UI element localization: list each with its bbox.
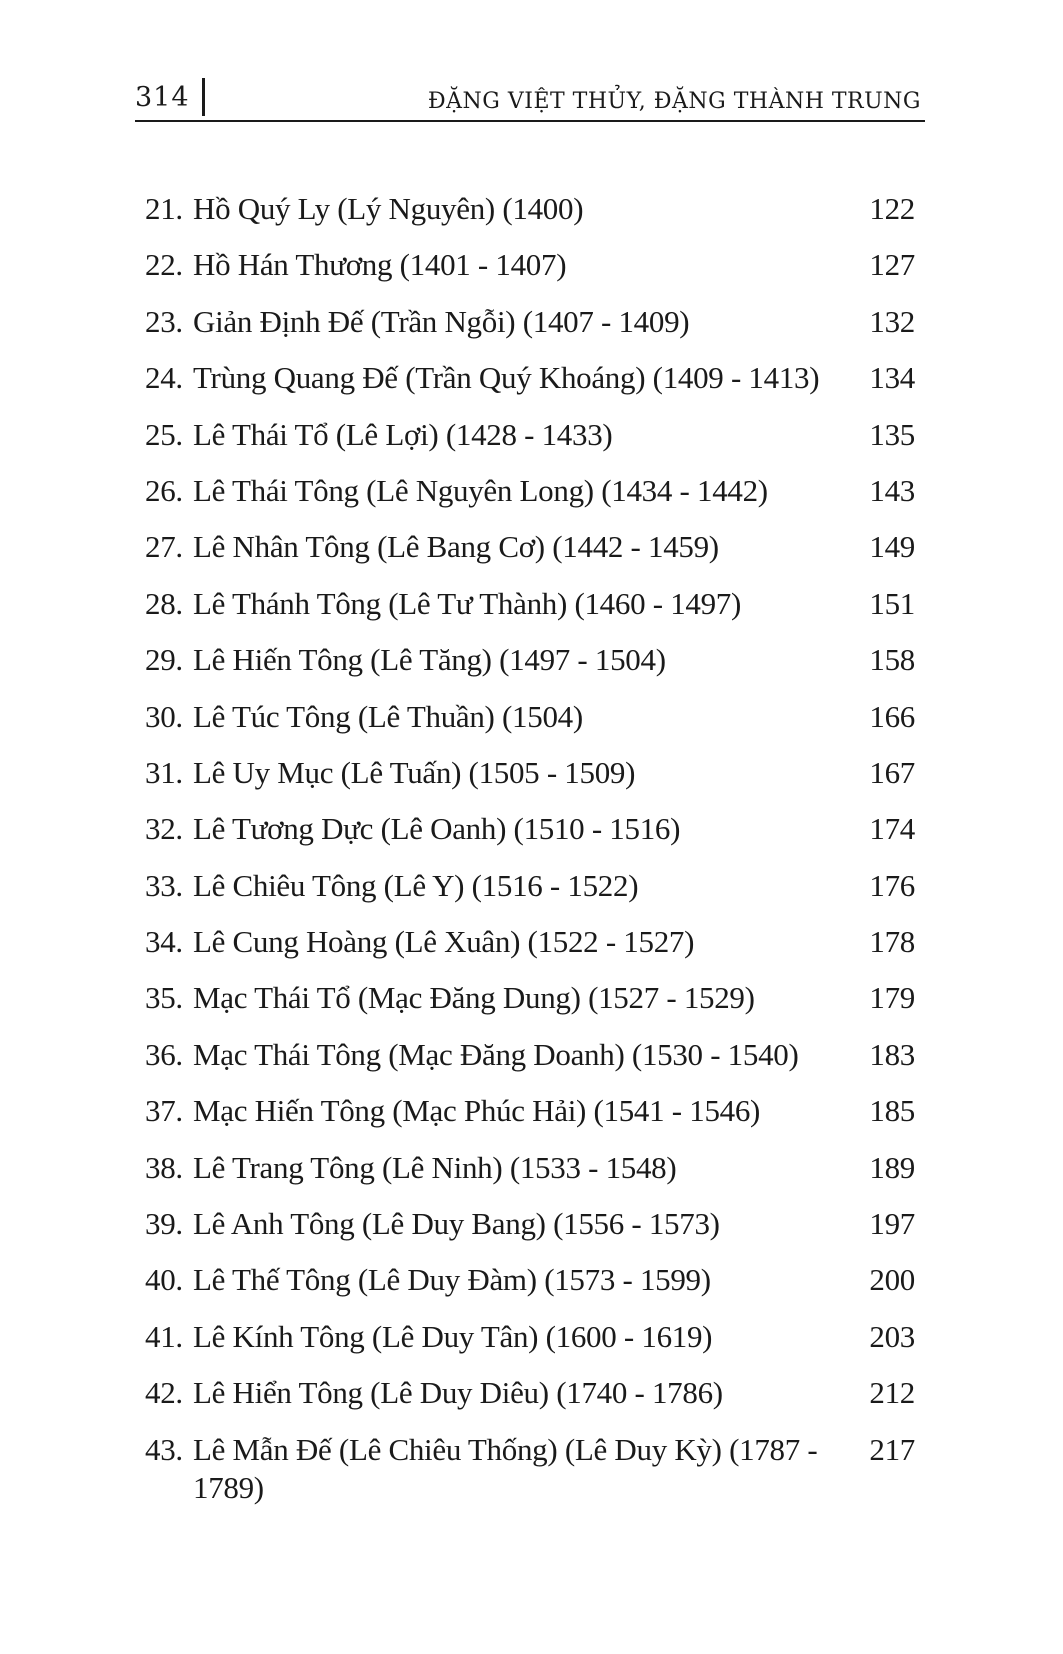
toc-entry-number: 23.	[145, 303, 183, 339]
toc-entry	[145, 1261, 915, 1317]
toc-entry-number: 43.	[145, 1431, 183, 1467]
toc-entry	[145, 246, 915, 302]
toc-entry-page: 167	[869, 754, 915, 790]
toc-entry	[145, 1431, 915, 1507]
toc-entry	[145, 303, 915, 359]
toc-entry-number: 22.	[145, 247, 183, 283]
toc-entry	[145, 359, 915, 415]
toc-entry-number: 39.	[145, 1206, 183, 1242]
toc-entry-page: 143	[869, 472, 915, 508]
toc-entry-title: Mạc Thái Tông (Mạc Đăng Doanh) (1530 - 1540)	[193, 1036, 799, 1072]
toc-entry	[145, 1036, 915, 1092]
toc-entry-number: 35.	[145, 980, 183, 1016]
toc-entry-page: 212	[869, 1375, 915, 1411]
toc-entry-page: 135	[869, 416, 915, 452]
toc-entry-page: 200	[869, 1262, 915, 1298]
toc-entry-title: Hồ Hán Thương (1401 - 1407)	[193, 247, 567, 283]
toc-entry-number: 30.	[145, 698, 183, 734]
toc-entry	[145, 190, 915, 246]
toc-entry-title: Giản Định Đế (Trần Ngỗi) (1407 - 1409)	[193, 303, 690, 339]
page-number: 314	[135, 82, 190, 113]
toc-entry-page: 183	[869, 1036, 915, 1072]
toc-entry-number: 37.	[145, 1093, 183, 1129]
toc-entry	[145, 979, 915, 1035]
toc-entry-page: 185	[869, 1093, 915, 1129]
toc-entry-page: 174	[869, 811, 915, 847]
toc-entry-page: 217	[869, 1431, 915, 1467]
toc-entry-number: 25.	[145, 416, 183, 452]
toc-entry	[145, 585, 915, 641]
toc-entry-title: Lê Túc Tông (Lê Thuần) (1504)	[193, 698, 583, 734]
header-divider	[202, 78, 205, 116]
toc-entry-page: 122	[869, 191, 915, 226]
table-of-contents	[145, 190, 915, 1507]
toc-entry-number: 36.	[145, 1036, 183, 1072]
toc-entry-title: Lê Thánh Tông (Lê Tư Thành) (1460 - 1497)	[193, 585, 742, 621]
toc-entry-number: 33.	[145, 867, 183, 903]
toc-entry-page: 179	[869, 980, 915, 1016]
toc-entry-page: 158	[869, 642, 915, 678]
toc-entry	[145, 1092, 915, 1148]
toc-entry	[145, 923, 915, 979]
toc-entry-title: Lê Chiêu Tông (Lê Y) (1516 - 1522)	[193, 867, 639, 903]
toc-entry-page: 203	[869, 1318, 915, 1354]
toc-entry	[145, 1374, 915, 1430]
toc-entry	[145, 528, 915, 584]
toc-entry	[145, 1205, 915, 1261]
toc-entry-title: Lê Thái Tông (Lê Nguyên Long) (1434 - 1442)	[193, 472, 768, 508]
toc-entry-number: 41.	[145, 1318, 183, 1354]
toc-entry-title: Lê Thế Tông (Lê Duy Đàm) (1573 - 1599)	[193, 1262, 711, 1298]
toc-entry-number: 27.	[145, 529, 183, 565]
toc-entry-page: 197	[869, 1206, 915, 1242]
running-head: ĐẶNG VIỆT THỦY, ĐẶNG THÀNH TRUNG	[427, 89, 921, 114]
toc-entry-number: 21.	[145, 191, 183, 226]
toc-entry-title: Lê Anh Tông (Lê Duy Bang) (1556 - 1573)	[193, 1206, 720, 1242]
toc-entry-title: Lê Uy Mục (Lê Tuấn) (1505 - 1509)	[193, 754, 636, 790]
toc-entry-number: 32.	[145, 811, 183, 847]
toc-entry	[145, 416, 915, 472]
toc-entry	[145, 1318, 915, 1374]
page-header	[135, 78, 925, 122]
toc-entry-number: 29.	[145, 642, 183, 678]
toc-entry	[145, 641, 915, 697]
toc-entry-page: 134	[869, 360, 915, 396]
toc-entry-title: Lê Hiển Tông (Lê Duy Diêu) (1740 - 1786)	[193, 1375, 723, 1411]
toc-entry-number: 42.	[145, 1375, 183, 1411]
toc-entry-page: 132	[869, 303, 915, 339]
toc-entry-page: 176	[869, 867, 915, 903]
toc-entry	[145, 1149, 915, 1205]
toc-entry-title: Lê Thái Tổ (Lê Lợi) (1428 - 1433)	[193, 416, 613, 452]
toc-entry-number: 31.	[145, 754, 183, 790]
toc-entry-page: 127	[869, 247, 915, 283]
toc-entry-number: 34.	[145, 924, 183, 960]
toc-entry	[145, 754, 915, 810]
toc-entry-page: 149	[869, 529, 915, 565]
toc-entry-title: Trùng Quang Đế (Trần Quý Khoáng) (1409 - 1413)	[193, 360, 820, 396]
toc-entry-title: Lê Kính Tông (Lê Duy Tân) (1600 - 1619)	[193, 1318, 713, 1354]
toc-entry-title: Hồ Quý Ly (Lý Nguyên) (1400)	[193, 191, 584, 226]
toc-entry-title: Lê Tương Dực (Lê Oanh) (1510 - 1516)	[193, 811, 681, 847]
toc-entry-title: Lê Hiến Tông (Lê Tăng) (1497 - 1504)	[193, 642, 666, 678]
toc-entry-number: 28.	[145, 585, 183, 621]
toc-entry-title: Lê Nhân Tông (Lê Bang Cơ) (1442 - 1459)	[193, 529, 719, 565]
toc-entry-number: 26.	[145, 472, 183, 508]
toc-entry-number: 24.	[145, 360, 183, 396]
toc-entry-title: Mạc Hiến Tông (Mạc Phúc Hải) (1541 - 1546)	[193, 1093, 761, 1129]
toc-entry	[145, 810, 915, 866]
toc-entry-title: Lê Cung Hoàng (Lê Xuân) (1522 - 1527)	[193, 924, 695, 960]
toc-entry	[145, 698, 915, 754]
toc-entry-title: Mạc Thái Tổ (Mạc Đăng Dung) (1527 - 1529)	[193, 980, 755, 1016]
toc-entry-page: 189	[869, 1149, 915, 1185]
toc-entry	[145, 867, 915, 923]
toc-entry-page: 151	[869, 585, 915, 621]
toc-entry-number: 38.	[145, 1149, 183, 1185]
toc-entry-title: Lê Trang Tông (Lê Ninh) (1533 - 1548)	[193, 1149, 677, 1185]
toc-entry-title: Lê Mẫn Đế (Lê Chiêu Thống) (Lê Duy Kỳ) (1787 - 1789)	[193, 1431, 818, 1505]
toc-entry-page: 178	[869, 924, 915, 960]
toc-entry-page: 166	[869, 698, 915, 734]
toc-entry-number: 40.	[145, 1262, 183, 1298]
toc-entry	[145, 472, 915, 528]
